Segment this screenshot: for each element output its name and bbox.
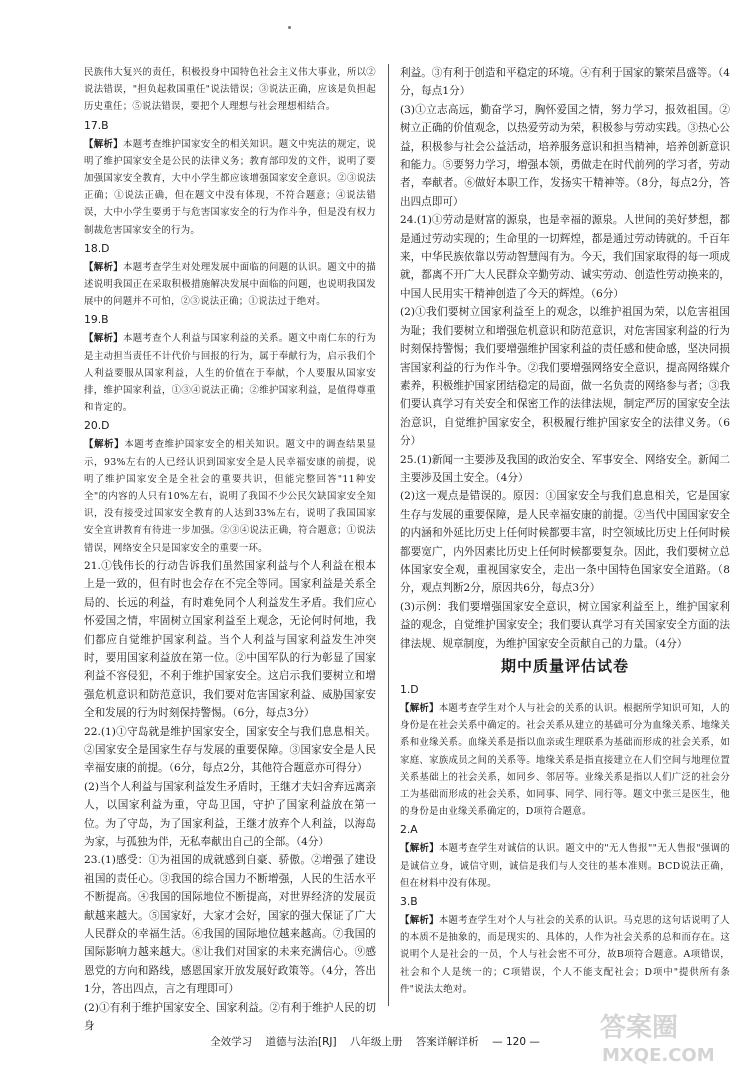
answer-paragraph	[84, 999, 376, 1036]
watermark-line2: MXQE.COM	[602, 1045, 715, 1066]
footer-page-number: — 120 —	[492, 1036, 540, 1048]
answer-key: 2.A	[400, 823, 418, 837]
explanation-tag: 【解析】	[84, 138, 123, 150]
explanation-tag: 【解析】	[400, 843, 439, 855]
paragraph-text: 民族伟大复兴的责任，积极投身中国特色社会主义伟大事业，所以②说法错误，"担负起救国重任"说法错误；③说法正确，应该是负担起历史重任；⑤说法错误，要把个人理想与社会理想相结合。	[84, 67, 376, 113]
footer-label: 答案详解详析	[415, 1036, 479, 1048]
explanation-tag: 【解析】	[400, 915, 439, 927]
answer-paragraph	[400, 211, 730, 303]
answer-key: 17.B	[84, 118, 109, 132]
footer-brand: 全效学习	[210, 1036, 253, 1048]
explanation-paragraph	[400, 840, 730, 892]
paragraph-text: 22.(1)①守岛就是维护国家安全，国家安全与我们息息相关。②国家安全是国家生存与发展的重要保障。③国家安全是人民幸福安康的前提。（6分，每点2分，其他符合题意亦可得分）	[84, 725, 376, 775]
answers-continued	[400, 64, 730, 653]
paragraph-text: 本题考查个人利益与国家利益的关系。题文中南仁东的行为是主动担当责任不计代价与回报的行为，属于奉献行为，启示我们个人利益要服从国家利益，人生的价值在于奉献，个人要服从国家安排，维护国家利益，①③④说法正确；②维护国家利益，是值得尊重和肯定的。	[84, 333, 377, 414]
footer-subject: 道德与法治[RJ]	[265, 1036, 337, 1048]
paragraph-text: 24.(1)①劳动是财富的源泉，也是幸福的源泉。人世间的美好梦想，都是通过劳动实现的；生命里的一切辉煌，都是通过劳动铸就的。千百年来，中华民族依靠以劳动智慧闯有为。今天，我们国家取得的每一项成就，都离不开广大人民群众辛勤劳动、诚实劳动、创造性劳动换来的，中国人民用实干精神创造了今天的辉煌。（6分）	[400, 214, 730, 300]
explanation-tag: 【解析】	[400, 703, 439, 714]
paragraph-text: (2)这一观点是错误的。原因：①国家安全与我们息息相关，它是国家生存与发展的重要保障，是人民幸福安康的前提。②当代中国国家安全的内涵和外延比历史上任何时候都要丰富，时空领域比历史上任何时候都要宽广，内外因素比历史上任何时候都要复杂。因此，我们要树立总体国家安全观，重视国家安全，走出一条中国特色国家安全道路。（8分，观点判断2分，原因共6分，每点3分）	[400, 490, 730, 595]
answer-paragraph	[84, 64, 376, 116]
paragraph-text: 本题考查维护国家安全的相关知识。题文中宪法的规定，说明了维护国家安全是公民的法律义务；教育部印发的文件，说明了要加强国家安全教育，大中小学生都应该增强国家安全意识。②③说法正确；①说法正确，但在题文中没有体现，不符合题意；④说法错误，大中小学生要勇于与危害国家安全的行为作斗争，但是没有权力制裁危害国家安全的行为。	[84, 138, 377, 236]
answer-key: 19.B	[84, 313, 109, 327]
paragraph-text: (3)①立志高远，勤奋学习，胸怀爱国之情，努力学习，报效祖国。②树立正确的价值观念，以热爱劳动为荣，积极参与劳动实践。③热心公益，积极参与社会公益活动，培养服务意识和担当精神，培养创新意识和能力。⑤要努力学习，增强本领，勇做走在时代前列的学习者，劳动者，奉献者。⑥做好本职工作，发扬实干精神等。（8分，每点2分，答出四点即可）	[400, 103, 730, 208]
explanation-tag: 【解析】	[84, 333, 123, 345]
watermark-line1: 答案圈	[600, 1013, 679, 1043]
paragraph-text: 25.(1)新闻一主要涉及我国的政治安全、军事安全、网络安全。新闻二主要涉及国土安全。（4分）	[400, 453, 730, 484]
explanation-paragraph	[84, 436, 376, 556]
explanation-paragraph	[84, 259, 376, 311]
answer-paragraph	[84, 851, 376, 998]
explanation-paragraph	[400, 912, 730, 998]
answer-key: 20.D	[84, 419, 110, 433]
paragraph-text: 利益。③有利于创造和平稳定的环境。④有利于国家的繁荣昌盛等。（4分，每点1分）	[400, 67, 730, 98]
scan-dot	[288, 26, 291, 29]
paragraph-text: (2)①我们要树立国家利益至上的观念，以维护祖国为荣，以危害祖国为耻；我们要树立和增强危机意识和防范意识，对危害国家利益的行为时刻保持警惕；我们要增强维护国家利益的责任感和使命感，坚决同损害国家利益的行为作斗争。②我们要增强网络安全意识，提高网络媒介素养，积极维护国家团结稳定的局面，做一名负责的网络参与者；③我们要认真学习有关安全和保密工作的法律法规，制定严厉的国家安全法治意识，自觉维护国家安全，积极履行维护国家安全的法律义务。（6分）	[400, 306, 730, 448]
answer-paragraph	[400, 598, 730, 653]
answer-paragraph	[400, 64, 730, 101]
left-column	[84, 64, 376, 1035]
answer-key: 18.D	[84, 241, 110, 255]
explanation-paragraph	[400, 700, 730, 820]
explanation-tag: 【解析】	[84, 439, 125, 451]
midterm-answers	[400, 680, 730, 998]
footer-grade: 八年级上册	[349, 1036, 403, 1048]
paragraph-text: 21.①钱伟长的行动告诉我们虽然国家利益与个人利益在根本上是一致的，但有时也会存在不完全等同。国家利益是关系全局的、长远的利益，有时难免同个人利益发生矛盾。我们应心怀爱国之情，牢固树立国家利益至上观念，无论何时何地，我们都应自觉维护国家利益。当个人利益与国家利益发生冲突时，要用国家利益放在第一位。②中国军队的行为彰显了国家利益不容侵犯，不利于维护国家安全。这启示我们要树立和增强危机意识和防范意识，我们要对危害国家利益、威胁国家安全和发展的行为时刻保持警惕。（6分，每点3分）	[84, 559, 376, 720]
answer-key: 3.B	[400, 895, 418, 909]
paragraph-text: 本题考查学生对个人与社会的关系的认识。根据所学知识可知，人的身份是在社会关系中确定的。社会关系从建立的基础可分为血缘关系、地缘关系和业缘关系。血缘关系是指以血亲或生理联系为基础而形成的社会关系，如家庭、家族成员之间的关系等。地缘关系是指直接建立在人们空间与地理位置关系基础上的社会关系，如同乡、邻居等。业缘关系是指以人们广泛的社会分工为基础而形成的社会关系，如同事、同学、同行等。题文中张三是医生，他的身份是由业缘关系确定的，D项符合题意。	[400, 703, 730, 818]
paragraph-text: 本题考查学生对诚信的认识。题文中的"无人售报""无人售报"强调的是诚信立身，诚信守则，诚信是我们与人交往的基本准则。BCD说法正确，但在材料中没有体现。	[400, 843, 730, 889]
paragraph-text: (2)当个人利益与国家利益发生矛盾时，王继才夫妇舍弃远离亲人，以国家利益为重，守岛卫国，守护了国家利益放在第一位。为了守岛，为了国家利益，王继才放弃个人利益，以海岛为家，与孤独为伴，无私奉献出自己的全部。（4分）	[84, 780, 376, 848]
right-column	[400, 64, 730, 998]
answer-paragraph	[84, 557, 376, 723]
paragraph-text: 23.(1)感受：①为祖国的成就感到自豪、骄傲。②增强了建设祖国的责任心。③我国的综合国力不断增强，人民的生活水平不断提高。④我国的国际地位不断提高，对世界经济的发展贡献越来越大。⑤国家好，大家才会好，国家的强大保证了广大人民群众的幸福生活。⑥我国的国际地位越来越高。⑦我国的国际影响力越来越大。⑧让我们对国家的未来充满信心。⑨感恩党的方向和路线，感恩国家开放发展好政策等。（4分，答出1分，答出四点，言之有理即可）	[84, 854, 376, 996]
section-title: 期中质量评估试卷	[500, 657, 629, 675]
explanation-paragraph	[84, 330, 376, 416]
paragraph-text: 本题考查维护国家安全的相关知识。题文中的调查结果显示，93%左右的人已经认识到国家安全是人民幸福安康的前提，说明了维护国家安全是全社会的重要共识，但能完整回答"11种安全"的内容的人只有10%左右，说明了我国不少公民欠缺国家安全知识，没有接受过国家安全教育的人达到33%左右，说明了我国国家安全宣讲教育有待进一步加强。②③④说法正确，符合题意；①说法错误，网络安全只是国家安全的重要一环。	[84, 439, 376, 554]
page-footer	[0, 1034, 750, 1049]
paragraph-text: (3)示例：我们要增强国家安全意识，树立国家利益至上，维护国家利益的观念，自觉维护国家安全；我们要认真学习有关国家安全方面的法律法规、规章制度，为维护国家安全贡献自己的力量。（4分）	[400, 600, 730, 650]
answer-paragraph	[400, 303, 730, 450]
paragraph-text: 本题考查学生对个人与社会的关系的认识。马克思的这句话说明了人的本质不是抽象的，而是现实的、具体的，人作为社会关系的总和而存在。这说明个人是社会的一员，个人与社会密不可分，故B项符合题意。A项错误，社会和个人是统一的；C项错误，个人不能支配社会；D项中"提供所有条件"说法太绝对。	[400, 915, 730, 995]
answer-paragraph	[400, 101, 730, 211]
paragraph-text: 本题考查学生对处理发展中面临的问题的认识。题文中的描述说明我国正在采取积极措施解决发展中面临的问题，也说明我国发展中的问题并不可怕，②③说法正确；①说法过于绝对。	[84, 261, 377, 308]
answer-key: 1.D	[400, 683, 419, 696]
column-divider	[388, 64, 389, 1006]
answer-paragraph	[400, 487, 730, 597]
explanation-paragraph	[84, 136, 376, 239]
explanation-tag: 【解析】	[84, 261, 123, 273]
answer-paragraph	[400, 451, 730, 488]
paragraph-text: (2)①有利于维护国家安全、国家利益。②有利于维护人民的切身	[84, 1001, 376, 1033]
answer-paragraph	[84, 723, 376, 778]
answer-paragraph	[84, 778, 376, 852]
